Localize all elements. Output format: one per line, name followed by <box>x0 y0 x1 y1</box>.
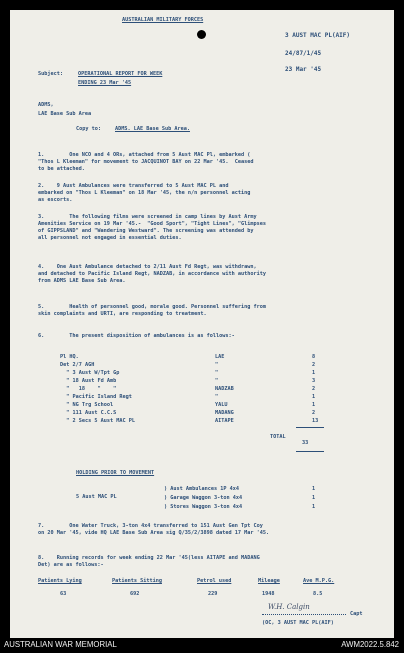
disposition-count: 1 <box>312 402 316 408</box>
disposition-count: 1 <box>312 394 316 400</box>
letterhead: AUSTRALIAN MILITARY FORCES <box>122 17 204 23</box>
paragraph-1-line-2: "Thos L Kleeman" for movement to JACQUINOT BAY on 22 Mar '45. Ceased <box>38 159 254 165</box>
paragraph-1-line-1: 1. One NCO and 4 ORs, attached from 5 Aust MAC Pl, embarked ( <box>38 152 251 158</box>
disposition-place: LAE <box>215 354 225 360</box>
disposition-place: NADZAB <box>215 386 234 392</box>
disposition-unit: Det 2/7 AGH <box>60 362 95 368</box>
holding-item: ) Garage Waggon 3-ton 4x4 <box>164 495 243 501</box>
paragraph-2-line-1: 2. 9 Aust Ambulances were transferred to 5 Aust MAC PL and <box>38 183 229 189</box>
disposition-place: " <box>215 362 219 368</box>
paragraph-7-line-2: on 20 Mar '45, vide HQ LAE Base Sub Area sig Q/35/2/3898 dated 17 Mar '45. <box>38 530 270 536</box>
disposition-place: AITAPE <box>215 418 234 424</box>
holding-count: 1 <box>312 486 316 492</box>
holding-item: ) Stores Waggon 3-ton 4x4 <box>164 504 243 510</box>
disposition-place: " <box>215 394 219 400</box>
records-value: 229 <box>208 591 218 597</box>
records-value: 8.5 <box>313 591 323 597</box>
paragraph-6-intro: 6. The present disposition of ambulances is as follows:- <box>38 333 235 339</box>
addressee-1: ADMS, <box>38 102 54 108</box>
unit-name: 3 AUST MAC PL(AIF) <box>285 32 351 39</box>
document-date: 23 Mar '45 <box>285 66 322 73</box>
disposition-unit: " 18 " " <box>60 386 117 392</box>
disposition-unit: " 3 Aust W/Tpt Gp <box>60 370 120 376</box>
total-value: 33 <box>302 440 309 446</box>
subject-line-2: ENDING 23 Mar '45 <box>78 80 132 86</box>
records-value: 692 <box>130 591 140 597</box>
punch-hole <box>197 30 206 39</box>
paragraph-8-line-1: 8. Running records for week ending 22 Mar '45(less AITAPE and MADANG <box>38 555 260 561</box>
disposition-unit: " NG Trg School <box>60 402 114 408</box>
paragraph-2-line-2: embarked on "Thos L Kleeman" on 18 Mar '45, the n/n personnel acting <box>38 190 251 196</box>
total-rule-top <box>296 427 324 428</box>
disposition-unit: Pl HQ. <box>60 354 79 360</box>
paragraph-7-line-1: 7. One Water Truck, 3-ton 4x4 transferred to 151 Aust Gen Tpt Coy <box>38 523 263 529</box>
disposition-place: " <box>215 378 219 384</box>
disposition-unit: " 111 Aust C.C.S <box>60 410 117 416</box>
disposition-unit: " Pacific Island Regt <box>60 394 132 400</box>
signature-line <box>262 614 346 615</box>
paragraph-3-line-1: 3. The following films were screened in camp lines by Aust Army <box>38 214 257 220</box>
disposition-count: 2 <box>312 362 316 368</box>
paragraph-5-line-1: 5. Health of personnel good, morale good. Personnel suffering from <box>38 304 266 310</box>
archive-reference: AWM2022.5.842 <box>341 640 399 649</box>
signature-block: (OC, 3 AUST MAC PL(AIF) <box>262 620 334 626</box>
reference-number: 24/87/1/45 <box>285 50 322 57</box>
paragraph-8-line-2: Det) are as follows:- <box>38 562 104 568</box>
paragraph-4-line-3: from ADMS LAE Base Sub Area. <box>38 278 126 284</box>
records-value: 63 <box>60 591 67 597</box>
copy-to-value: ADMS. LAE Base Sub Area. <box>115 126 190 132</box>
disposition-count: 3 <box>312 378 316 384</box>
disposition-count: 2 <box>312 410 316 416</box>
signature: W.H. Calgin <box>268 603 310 611</box>
document-page <box>10 10 394 638</box>
disposition-count: 2 <box>312 386 316 392</box>
disposition-place: YALU <box>215 402 228 408</box>
holding-unit: 5 Aust MAC PL <box>76 494 117 500</box>
records-value: 1948 <box>262 591 275 597</box>
disposition-unit: " 18 Aust Fd Amb <box>60 378 117 384</box>
subject-line-1: OPERATIONAL REPORT FOR WEEK <box>78 71 163 77</box>
paragraph-3-line-4: all personnel not engaged in essential duties. <box>38 235 182 241</box>
paragraph-5-line-2: skin complaints and URTI, are responding to treatment. <box>38 311 207 317</box>
paragraph-3-line-3: of GIPPSLAND" and "Wandering Westward". The screening was attended by <box>38 228 254 234</box>
disposition-place: MADANG <box>215 410 234 416</box>
holding-count: 1 <box>312 504 316 510</box>
records-header: Patients Lying <box>38 578 82 584</box>
addressee-2: LAE Base Sub Area <box>38 111 92 117</box>
paragraph-1-line-3: to be attached. <box>38 166 85 172</box>
total-label: TOTAL <box>270 434 286 440</box>
subject-label: Subject: <box>38 71 63 77</box>
signatory-rank: Capt <box>350 611 363 617</box>
records-header: Ave M.P.G. <box>303 578 335 584</box>
holding-count: 1 <box>312 495 316 501</box>
records-header: Mileage <box>258 578 280 584</box>
paragraph-4-line-1: 4. One Aust Ambulance detached to 2/11 Aust Fd Regt, was withdrawn, <box>38 264 257 270</box>
copy-to-label: Copy to: <box>76 126 101 132</box>
disposition-unit: " 2 Secs 5 Aust MAC PL <box>60 418 135 424</box>
total-rule-bottom <box>296 451 324 452</box>
paragraph-2-line-3: as escorts. <box>38 197 73 203</box>
records-header: Petrol used <box>197 578 232 584</box>
holding-heading: HOLDING PRIOR TO MOVEMENT <box>76 470 155 476</box>
paragraph-3-line-2: Amenities Service on 19 Mar '45.- "Good Sport", "Tight Lines", "Glimpses <box>38 221 266 227</box>
disposition-count: 1 <box>312 370 316 376</box>
disposition-count: 8 <box>312 354 316 360</box>
disposition-place: " <box>215 370 219 376</box>
archive-credit: AUSTRALIAN WAR MEMORIAL <box>4 640 117 649</box>
holding-item: ) Aust Ambulances 1P 4x4 <box>164 486 239 492</box>
records-header: Patients Sitting <box>112 578 162 584</box>
paragraph-4-line-2: and detached to Pacific Island Regt, NADZAB, in accordance with authority <box>38 271 266 277</box>
disposition-count: 13 <box>312 418 319 424</box>
